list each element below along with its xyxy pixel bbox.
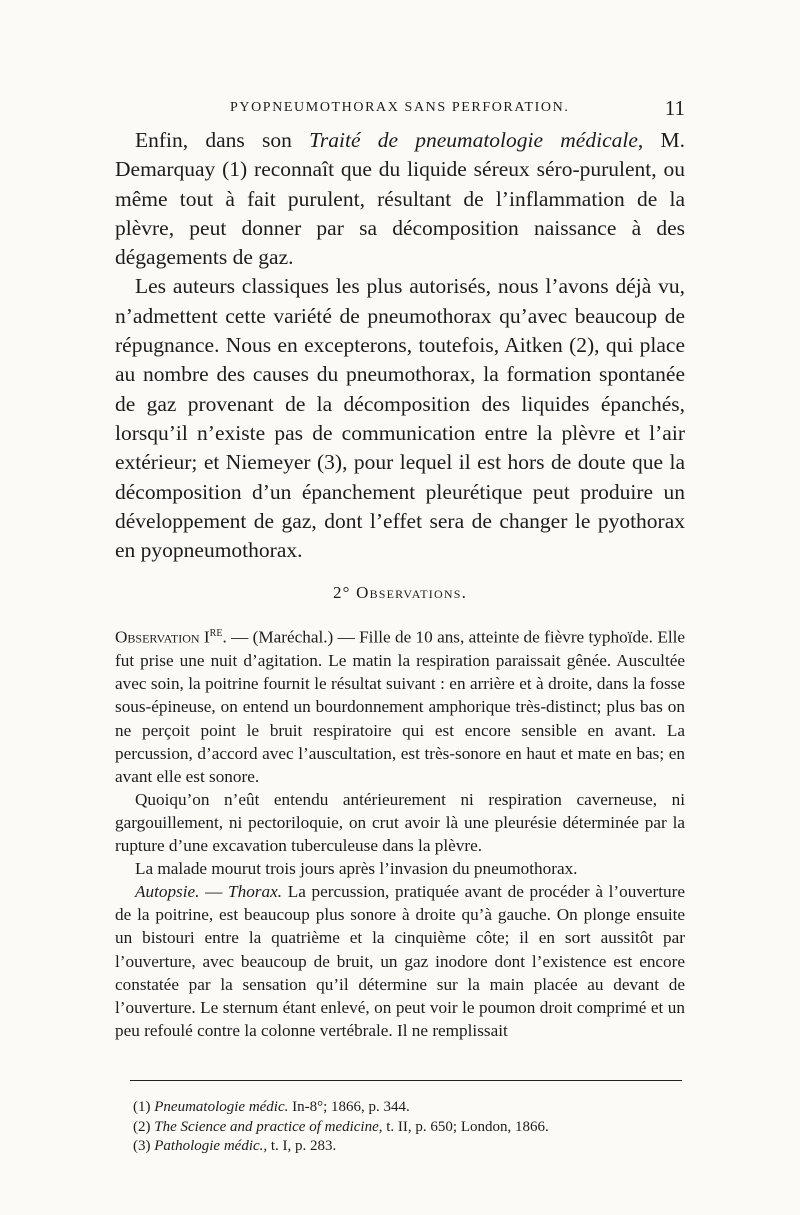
footnote-title: Pathologie médic., <box>154 1138 268 1154</box>
observation-label: Observation <box>115 628 200 648</box>
footnote-rest: t. II, p. 650; London, 1866. <box>382 1118 549 1135</box>
footnote-3 <box>133 1137 673 1157</box>
autopsy-text: La percussion, pratiquée avant de procéder à l’ouverture de la poitrine, est beaucoup plus sonore à droite qu’à gauche. On plonge ensuite un bistouri entre la quatrième et la cinquième côte; il en sort aussitôt par l’ouverture, avec beaucoup de bruit, un gaz inodore dont l’existence est encore constatée par la sensation qu’il détermine sur la main placée au devant de l’ouverture. Le sternum étant enlevé, on peut voir le poumon droit comprimé et un peu refoulé contre la colonne vertébrale. Il ne remplissait <box>115 882 686 1040</box>
autopsy-label: Autopsie. <box>135 882 200 902</box>
thorax-label: Thorax. <box>228 882 283 902</box>
paragraph-text: , M. Demarquay (1) reconnaît que du liquide séreux séro-purulent, ou même tout à fait purulent, résultant de l’inflammation de la plèvre, peut donner par sa décomposition naissance à des dégagements de gaz. <box>115 128 685 270</box>
footnote-rule <box>130 1080 682 1081</box>
footnote-1 <box>133 1098 673 1118</box>
section-title: Observations. <box>356 583 468 603</box>
autopsy-dash: — <box>199 882 229 902</box>
observation-ordinal-sup: re <box>209 624 223 641</box>
autopsy-paragraph <box>115 880 685 1042</box>
footnote-marker: (3) <box>133 1138 151 1154</box>
running-title: PYOPNEUMOTHORAX SANS PERFORATION. <box>230 100 570 115</box>
observation-ordinal: I <box>203 628 210 648</box>
observation-paragraph-3: La malade mourut trois jours après l’invasion du pneumothorax. <box>135 859 578 879</box>
paragraph-demarquay <box>115 126 685 272</box>
paragraph-text: Enfin, dans son <box>135 128 310 152</box>
observation-paragraph-2: Quoiqu’on n’eût entendu antérieurement ni respiration caverneuse, ni gargouillement, ni pectoriloquie, on crut avoir là une pleurésie déterminée par la rupture d’une excavation tuberculeuse dans la plèvre. <box>115 789 685 856</box>
section-heading <box>115 583 685 605</box>
paragraph-classic-authors: Les auteurs classiques les plus autorisés, nous l’avons déjà vu, n’admettent cette variété de pneumothorax qu’avec beaucoup de répugnance. Nous en excepterons, toutefois, Aitken (2), qui place au nombre des causes du pneumothorax, la formation spontanée de gaz provenant de la décomposition des liquides épanchés, lorsqu’il n’existe pas de communication entre la plèvre et l’air extérieur; et Niemeyer (3), pour lequel il est hors de doute que la décomposition d’un épanchement pleurétique peut produire un développement de gaz, dont l’effet sera de changer le pyothorax en pyopneumothorax. <box>115 274 685 563</box>
section-number: 2° <box>332 583 351 603</box>
observation-text: . — (Maréchal.) — Fille de 10 ans, atteinte de fièvre typhoïde. Elle fut prise une nuit d’agitation. Le matin la respiration paraissait gênée. Auscultée avec soin, la poitrine fournit le résultat suivant : en arrière et à droite, dans la fosse sous-épineuse, on entend un bourdonnement amphorique très-distinct; plus bas on ne perçoit point le bruit respiratoire qui est encore sensible en avant. La percussion, d’accord avec l’auscultation, est très-sonore en haut et mate en bas; en avant elle est sonore. <box>115 628 685 786</box>
footnote-marker: (2) <box>133 1118 151 1135</box>
footnote-title: Pneumatologie médic. <box>154 1099 289 1115</box>
page-body <box>115 126 685 1042</box>
footnote-rest: In-8°; 1866, p. 344. <box>288 1099 410 1115</box>
footnote-marker: (1) <box>133 1099 151 1115</box>
page-header <box>115 96 685 124</box>
book-title: Traité de pneumatologie médicale <box>309 128 638 152</box>
footnote-rest: t. I, p. 283. <box>267 1138 337 1154</box>
observation-paragraph <box>115 621 685 787</box>
footnote-2 <box>133 1118 673 1138</box>
footnote-title: The Science and practice of medicine, <box>154 1118 383 1135</box>
footnotes <box>133 1098 673 1157</box>
page-number: 11 <box>664 96 685 120</box>
